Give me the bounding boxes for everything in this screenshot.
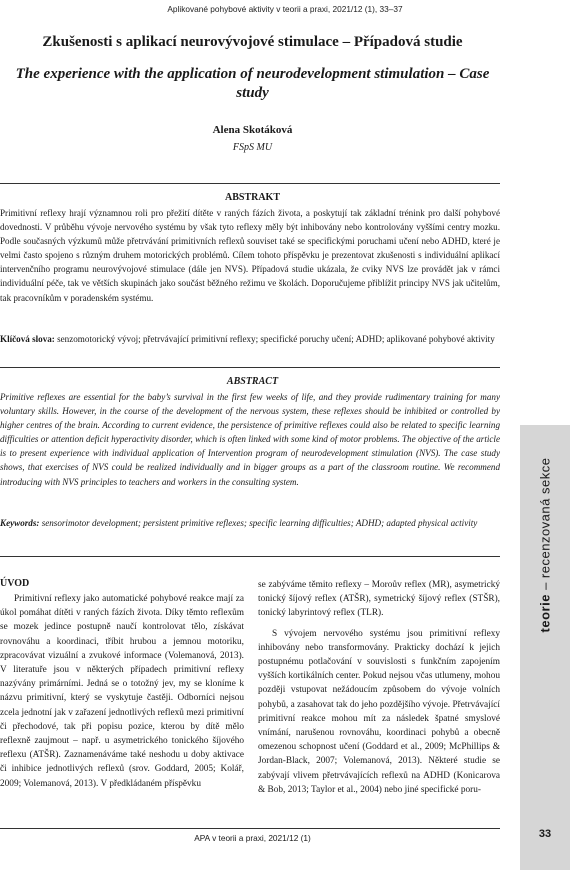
footer-journal: APA v teorii a praxi, 2021/12 (1): [194, 833, 311, 843]
author-name: Alena Skotáková: [212, 124, 293, 136]
body-column-left: [0, 592, 244, 791]
side-tab-bold: teorie: [537, 594, 553, 633]
running-head: Aplikované pohybové aktivity v teorii a praxi, 2021/12 (1), 33–37: [167, 4, 403, 14]
intro-paragraph-2: S vývojem nervového systému jsou primitivní reflexy inhibovány nebo transformovány. Prakticky dochází k jejich postupnému potlačování v souvislosti s funkčním zapojením vyšších kortikálních center. Pokud nejsou včas utlumeny, mohou později vstupovat nežádoucím způsobem do vývoje volních pohybů, a zasahovat tak do jeho pozdějšího vývoje. Přetrvávající primitivní reakce mohou mít za následek špatné smyslové vnímání, narušenou rovnováhu, koordinaci pohybů a obecně omezenou schopnost učení (Goddard et al., 2009; McPhillips & Jordan-Black, 2007; Volemanová, 2013). Některé studie se zabývají vlivem přetrvávajících reflexů na ADHD (Konicarova & Bob, 2013; Taylor et al., 2004) nebo jiné specifické poru-: [258, 628, 500, 795]
article-title-czech: Zkušenosti s aplikací neurovývojové stimulace – Případová studie: [42, 34, 463, 50]
divider-bottom: [0, 556, 500, 557]
abstrakt-keywords-label: Klíčová slova:: [0, 334, 55, 344]
abstrakt-keywords-text: senzomotorický vývoj; přetrvávající primitivní reflexy; specifické poruchy učení; ADHD; aplikované pohybové aktivity: [57, 334, 495, 344]
intro-paragraph-1: Primitivní reflexy jako automatické pohybové reakce mají za úkol pomáhat dítěti v raných fázích života. Díky těmto reflexům se mozek jedince postupně naučí kontrolovat tělo, získávat rovnováhu a koordinaci, tříbit hrubou a jemnou motoriku, zpracovávat vizuální a zvukové informace (Volemanová, 2013). V literatuře jsou v některých případech primitivní reflexy nazývány primárními. Jedná se o totožný jev, my se kloníme k názvu primitivní, který se vyskytuje častěji. Odborníci nejsou zcela jednotní jak v zařazení jednotlivých reflexů mezi primitivní či přechodové, tak při popisu pozice, kterou by dítě mělo reflexně zaujmout – např. u asymetrického tonického šíjového reflexu (ATŠR). Zaznamenáváme také neshodu u doby aktivace či inhibice jednotlivých reflexů (srov. Goddard, 2005; Kolář, 2009; Volemanová, 2013). V předkládaném příspěvku: [0, 594, 244, 789]
side-tab-rest: – recenzovaná sekce: [537, 457, 553, 595]
body-column-right: [258, 578, 500, 797]
abstract-heading: ABSTRACT: [226, 376, 279, 387]
abstrakt-heading: ABSTRAKT: [224, 192, 280, 203]
abstrakt-keywords: [0, 332, 500, 346]
section-side-tab-label: [538, 458, 553, 633]
abstract-keywords-label: Keywords:: [0, 518, 40, 528]
page-number: 33: [538, 828, 552, 840]
abstract-keywords-text: sensorimotor development; persistent primitive reflexes; specific learning difficulties; ADHD; adapted physical activity: [41, 518, 478, 528]
intro-paragraph-continued: se zabýváme těmito reflexy – Moroův reflex (MR), asymetrický tonický šíjový reflex (ATŠR), symetrický šíjový reflex (STŠR), tonický labyrintový reflex (TLR).: [258, 580, 500, 619]
article-title-english: The experience with the application of neurodevelopment stimulation – Case study: [15, 66, 490, 101]
abstract-keywords: [0, 516, 500, 530]
abstrakt-text: Primitivní reflexy hrají významnou roli pro přežití dítěte v raných fázích života, a poskytují tak základní trénink pro další pohybové dovednosti. V průběhu vývoje nervového systému by však tyto reflexy měly být inhibovány nebo kontrolovány vyššími centry mozku. Podle současných výzkumů může přetrvávání primitivních reflexů souviset také se specifickými poruchami učení nebo ADHD, které je velmi často spojeno s různým druhem motorických problémů. Cílem tohoto příspěvku je prezentovat zkušenosti s individuální aplikací intervenčního programu neurovývojové stimulace (dále jen NVS). Případová studie ukázala, že cviky NVS lze provádět jak v rámci individuální péče, tak ve větších skupinách jako součást běžného režimu ve školách. Doporučujeme přiblížit principy NVS jak učitelům, tak pracovníkům v poradenském systému.: [0, 208, 500, 303]
divider-middle: [0, 367, 500, 368]
intro-heading: ÚVOD: [0, 578, 30, 589]
divider-top: [0, 183, 500, 184]
author-affiliation: FSpS MU: [232, 142, 273, 153]
footer-divider: [0, 828, 500, 829]
abstract-text: Primitive reflexes are essential for the baby’s survival in the first few weeks of life, and they provide rudimentary training for many voluntary skills. However, in the course of the development of the nervous system, these reflexes should be inhibited or controlled by higher centres of the brain. According to current evidence, the persistence of primitive reflexes could also be related to specific learning difficulties or attention deficit hyperactivity disorder, which is often linked with some kind of motor problems. The objective of the article is to present experience with individual application of Intervention program of neurodevelopment stimulation (NVS). The case study shows, that exercises of NVS could be realized individually and in bigger groups as a part of the classroom routine. We recommend introducing with NVS principles to teachers and workers in the consulting system.: [0, 392, 500, 487]
